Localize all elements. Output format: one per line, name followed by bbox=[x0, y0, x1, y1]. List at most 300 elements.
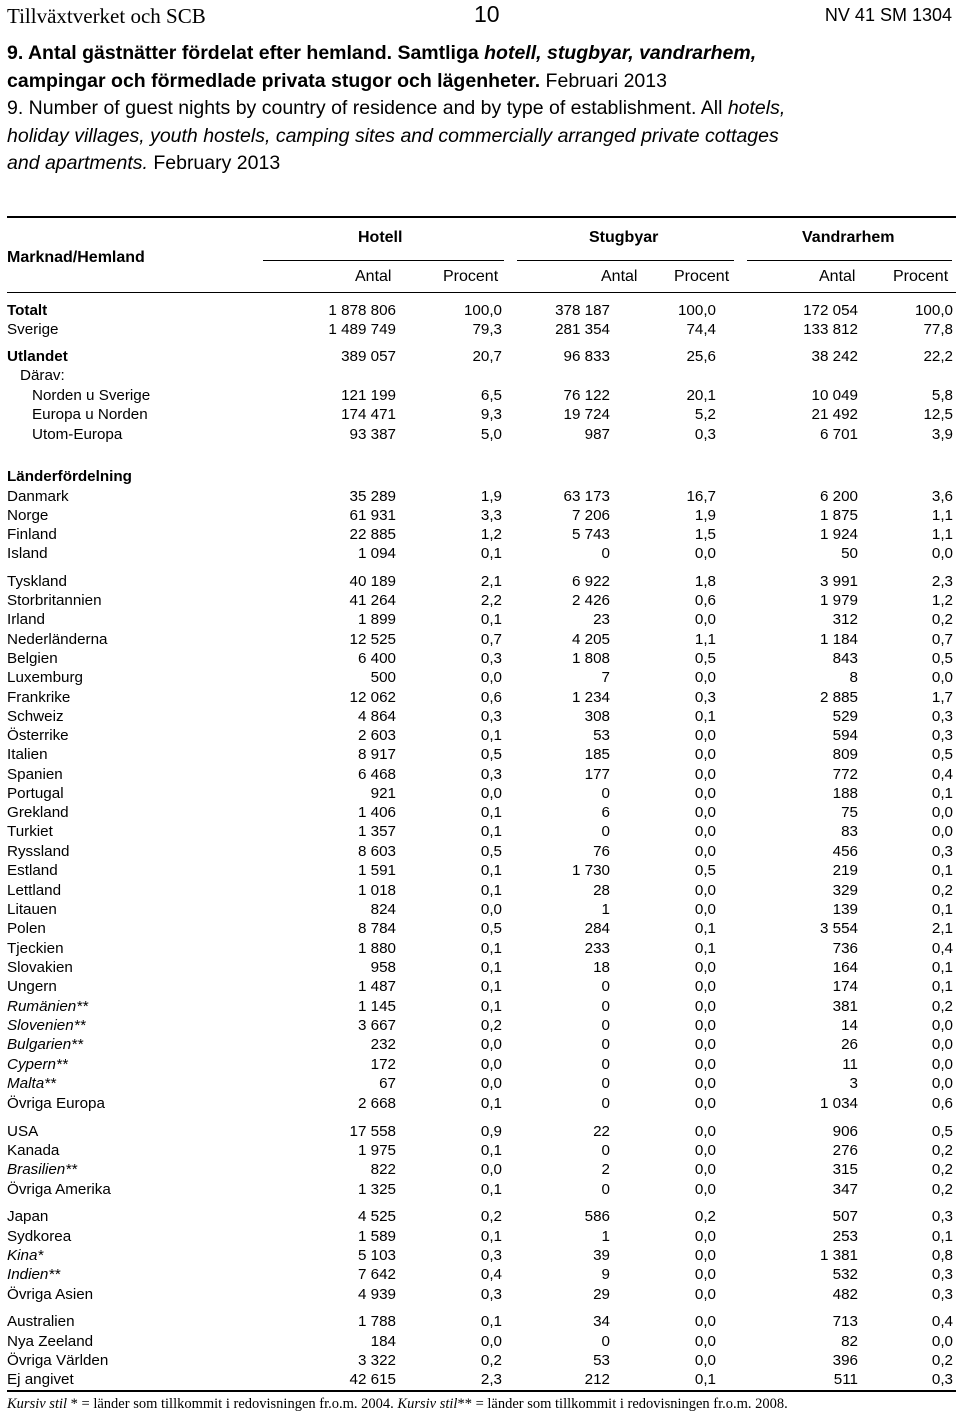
cell-antal: 0 bbox=[601, 1036, 610, 1053]
subheader-stugbyar-antal: Antal bbox=[601, 268, 638, 285]
cell-procent: 16,7 bbox=[686, 488, 716, 505]
table-row bbox=[7, 1333, 953, 1352]
cell-procent: 0,3 bbox=[931, 1208, 953, 1225]
cell-antal: 18 bbox=[593, 959, 610, 976]
cell-antal: 1 234 bbox=[571, 689, 610, 706]
cell-procent: 0,8 bbox=[931, 1247, 953, 1264]
cell-antal: 772 bbox=[832, 766, 858, 783]
table-row bbox=[7, 1142, 953, 1161]
cell-antal: 3 bbox=[849, 1075, 858, 1092]
cell-procent: 0,2 bbox=[931, 1352, 953, 1369]
cell-procent: 0,1 bbox=[480, 804, 502, 821]
cell-procent: 0,4 bbox=[931, 1313, 953, 1330]
cell-antal: 1 975 bbox=[357, 1142, 396, 1159]
cell-procent: 100,0 bbox=[914, 302, 953, 319]
cell-procent: 0,7 bbox=[480, 631, 502, 648]
cell-antal: 4 864 bbox=[357, 708, 396, 725]
cell-antal: 233 bbox=[584, 940, 610, 957]
row-label: Ej angivet bbox=[7, 1371, 74, 1388]
table-row bbox=[7, 507, 953, 526]
cell-procent: 0,3 bbox=[694, 426, 716, 443]
cell-procent: 0,1 bbox=[931, 978, 953, 995]
cell-procent: 0,1 bbox=[694, 1371, 716, 1388]
cell-antal: 713 bbox=[832, 1313, 858, 1330]
cell-procent: 100,0 bbox=[677, 302, 716, 319]
row-label: Malta** bbox=[7, 1075, 56, 1092]
cell-antal: 50 bbox=[841, 545, 858, 562]
cell-procent: 22,2 bbox=[923, 348, 953, 365]
row-label: Danmark bbox=[7, 488, 69, 505]
cell-antal: 809 bbox=[832, 746, 858, 763]
cell-procent: 0,0 bbox=[694, 766, 716, 783]
row-label: Storbritannien bbox=[7, 592, 102, 609]
title-swedish-line-2: campingar och förmedlade privata stugor och lägenheter. Februari 2013 bbox=[7, 69, 667, 92]
table-row bbox=[7, 785, 953, 804]
table-row bbox=[7, 998, 953, 1017]
cell-antal: 35 289 bbox=[349, 488, 396, 505]
cell-procent: 20,7 bbox=[472, 348, 502, 365]
series-code: NV 41 SM 1304 bbox=[824, 5, 952, 25]
cell-procent: 0,1 bbox=[694, 920, 716, 937]
row-label: Cypern** bbox=[7, 1056, 68, 1073]
cell-antal: 184 bbox=[370, 1333, 396, 1350]
cell-antal: 482 bbox=[832, 1286, 858, 1303]
cell-procent: 1,8 bbox=[694, 573, 716, 590]
cell-procent: 5,8 bbox=[931, 387, 953, 404]
row-label: Norge bbox=[7, 507, 49, 524]
page-number: 10 bbox=[474, 1, 500, 27]
cell-procent: 2,2 bbox=[480, 592, 502, 609]
table-row bbox=[7, 592, 953, 611]
cell-antal: 28 bbox=[593, 882, 610, 899]
cell-antal: 312 bbox=[832, 611, 858, 628]
cell-antal: 378 187 bbox=[555, 302, 610, 319]
cell-antal: 3 554 bbox=[819, 920, 858, 937]
table-row bbox=[7, 1286, 953, 1305]
table-row bbox=[7, 823, 953, 842]
cell-procent: 0,0 bbox=[694, 1075, 716, 1092]
group-rule-vandrarhem bbox=[747, 260, 952, 261]
cell-antal: 232 bbox=[370, 1036, 396, 1053]
cell-procent: 0,0 bbox=[931, 1036, 953, 1053]
table-row bbox=[7, 1266, 953, 1285]
cell-antal: 2 885 bbox=[819, 689, 858, 706]
cell-procent: 0,0 bbox=[480, 1075, 502, 1092]
cell-antal: 2 bbox=[601, 1161, 610, 1178]
cell-procent: 0,0 bbox=[694, 611, 716, 628]
cell-procent: 0,1 bbox=[931, 785, 953, 802]
cell-procent: 0,3 bbox=[931, 708, 953, 725]
cell-procent: 0,1 bbox=[480, 727, 502, 744]
cell-antal: 41 264 bbox=[349, 592, 396, 609]
cell-procent: 0,5 bbox=[694, 862, 716, 879]
cell-antal: 586 bbox=[584, 1208, 610, 1225]
cell-procent: 0,3 bbox=[931, 1371, 953, 1388]
cell-antal: 0 bbox=[601, 1142, 610, 1159]
cell-antal: 507 bbox=[832, 1208, 858, 1225]
cell-procent: 0,2 bbox=[931, 611, 953, 628]
cell-procent: 0,0 bbox=[480, 901, 502, 918]
cell-procent: 0,0 bbox=[931, 1056, 953, 1073]
row-label: Övriga Amerika bbox=[7, 1181, 111, 1198]
cell-procent: 0,1 bbox=[480, 545, 502, 562]
cell-antal: 23 bbox=[593, 611, 610, 628]
cell-antal: 1 bbox=[601, 1228, 610, 1245]
table-row bbox=[7, 650, 953, 669]
cell-procent: 0,0 bbox=[694, 823, 716, 840]
cell-procent: 0,0 bbox=[694, 545, 716, 562]
cell-procent: 1,1 bbox=[931, 526, 953, 543]
row-label: Brasilien** bbox=[7, 1161, 78, 1178]
cell-procent: 0,1 bbox=[480, 1313, 502, 1330]
cell-procent: 77,8 bbox=[923, 321, 953, 338]
cell-antal: 381 bbox=[832, 998, 858, 1015]
cell-antal: 921 bbox=[370, 785, 396, 802]
row-label: Italien bbox=[7, 746, 48, 763]
row-label: Övriga Europa bbox=[7, 1095, 105, 1112]
cell-procent: 0,2 bbox=[931, 1161, 953, 1178]
cell-antal: 133 812 bbox=[803, 321, 858, 338]
cell-antal: 0 bbox=[601, 823, 610, 840]
table-row bbox=[7, 1181, 953, 1200]
cell-procent: 0,3 bbox=[931, 1266, 953, 1283]
cell-procent: 1,1 bbox=[694, 631, 716, 648]
stub-header: Marknad/Hemland bbox=[7, 249, 145, 266]
cell-procent: 0,1 bbox=[480, 1228, 502, 1245]
cell-antal: 987 bbox=[584, 426, 610, 443]
table-row bbox=[7, 978, 953, 997]
cell-procent: 25,6 bbox=[686, 348, 716, 365]
cell-antal: 1 899 bbox=[357, 611, 396, 628]
cell-antal: 0 bbox=[601, 978, 610, 995]
cell-procent: 0,4 bbox=[931, 766, 953, 783]
cell-antal: 7 206 bbox=[571, 507, 610, 524]
cell-antal: 1 094 bbox=[357, 545, 396, 562]
cell-antal: 2 668 bbox=[357, 1095, 396, 1112]
subheader-vandrarhem-antal: Antal bbox=[819, 268, 856, 285]
cell-antal: 63 173 bbox=[563, 488, 610, 505]
cell-antal: 139 bbox=[832, 901, 858, 918]
table-row bbox=[7, 959, 953, 978]
cell-antal: 38 242 bbox=[811, 348, 858, 365]
table-bottom-rule bbox=[7, 1390, 956, 1392]
cell-antal: 3 991 bbox=[819, 573, 858, 590]
cell-antal: 0 bbox=[601, 785, 610, 802]
table-row bbox=[7, 882, 953, 901]
table-row bbox=[7, 526, 953, 545]
cell-antal: 1 875 bbox=[819, 507, 858, 524]
cell-antal: 1 357 bbox=[357, 823, 396, 840]
table-row bbox=[7, 348, 953, 367]
cell-procent: 0,1 bbox=[480, 882, 502, 899]
table-row bbox=[7, 468, 953, 487]
table-row bbox=[7, 766, 953, 785]
table-row bbox=[7, 1036, 953, 1055]
cell-procent: 0,4 bbox=[931, 940, 953, 957]
table-row bbox=[7, 1056, 953, 1075]
cell-procent: 0,0 bbox=[694, 998, 716, 1015]
subheader-stugbyar-procent: Procent bbox=[674, 268, 730, 285]
cell-procent: 0,3 bbox=[480, 650, 502, 667]
cell-antal: 396 bbox=[832, 1352, 858, 1369]
cell-procent: 0,0 bbox=[694, 1333, 716, 1350]
cell-procent: 0,2 bbox=[931, 882, 953, 899]
cell-procent: 1,5 bbox=[694, 526, 716, 543]
page-header bbox=[0, 0, 960, 30]
cell-antal: 82 bbox=[841, 1333, 858, 1350]
row-label: Därav: bbox=[20, 367, 65, 384]
table-row bbox=[7, 1313, 953, 1332]
cell-procent: 3,9 bbox=[931, 426, 953, 443]
cell-antal: 3 667 bbox=[357, 1017, 396, 1034]
row-label: Schweiz bbox=[7, 708, 64, 725]
cell-procent: 0,0 bbox=[694, 1123, 716, 1140]
row-label: Utom-Europa bbox=[32, 426, 123, 443]
group-rule-hotell bbox=[263, 260, 504, 261]
title-swedish-line-1: 9. Antal gästnätter fördelat efter hemland. Samtliga hotell, stugbyar, vandrarhem, bbox=[7, 42, 757, 64]
cell-procent: 0,3 bbox=[694, 689, 716, 706]
title-english-line-1: 9. Number of guest nights by country of residence and by type of establishment. All hotels, bbox=[7, 97, 786, 119]
cell-procent: 0,0 bbox=[480, 785, 502, 802]
row-label: Tyskland bbox=[7, 573, 67, 590]
cell-antal: 19 724 bbox=[563, 406, 610, 423]
cell-procent: 0,2 bbox=[480, 1352, 502, 1369]
cell-antal: 12 062 bbox=[349, 689, 396, 706]
title-english-line-2: holiday villages, youth hostels, camping sites and commercially arranged private cottages bbox=[7, 124, 779, 147]
cell-antal: 219 bbox=[832, 862, 858, 879]
cell-antal: 1 979 bbox=[819, 592, 858, 609]
cell-procent: 2,1 bbox=[480, 573, 502, 590]
row-label: Australien bbox=[7, 1313, 75, 1330]
cell-procent: 0,4 bbox=[480, 1266, 502, 1283]
cell-antal: 185 bbox=[584, 746, 610, 763]
row-label: Nya Zeeland bbox=[7, 1333, 94, 1350]
cell-procent: 0,0 bbox=[694, 1266, 716, 1283]
subheader-hotell-procent: Procent bbox=[443, 268, 499, 285]
cell-procent: 0,1 bbox=[694, 708, 716, 725]
cell-procent: 0,0 bbox=[694, 882, 716, 899]
cell-antal: 281 354 bbox=[555, 321, 610, 338]
cell-procent: 0,1 bbox=[931, 901, 953, 918]
table-row bbox=[7, 1095, 953, 1114]
row-label: Lettland bbox=[7, 882, 62, 899]
cell-antal: 958 bbox=[370, 959, 396, 976]
cell-antal: 0 bbox=[601, 1181, 610, 1198]
table-row bbox=[7, 669, 953, 688]
row-label: Ungern bbox=[7, 978, 57, 995]
cell-procent: 0,9 bbox=[480, 1123, 502, 1140]
cell-antal: 10 049 bbox=[811, 387, 858, 404]
cell-antal: 0 bbox=[601, 1017, 610, 1034]
row-label: Spanien bbox=[7, 766, 63, 783]
cell-procent: 1,2 bbox=[931, 592, 953, 609]
cell-antal: 1 406 bbox=[357, 804, 396, 821]
cell-antal: 1 325 bbox=[357, 1181, 396, 1198]
cell-procent: 0,6 bbox=[694, 592, 716, 609]
group-rule-stugbyar bbox=[517, 260, 734, 261]
table-row bbox=[7, 545, 953, 564]
cell-procent: 0,0 bbox=[694, 1017, 716, 1034]
cell-antal: 822 bbox=[370, 1161, 396, 1178]
table-row bbox=[7, 708, 953, 727]
cell-procent: 0,3 bbox=[931, 843, 953, 860]
cell-procent: 0,0 bbox=[931, 804, 953, 821]
cell-procent: 0,1 bbox=[931, 862, 953, 879]
cell-procent: 0,0 bbox=[694, 1313, 716, 1330]
cell-antal: 1 880 bbox=[357, 940, 396, 957]
cell-antal: 8 603 bbox=[357, 843, 396, 860]
cell-antal: 2 426 bbox=[571, 592, 610, 609]
cell-antal: 1 bbox=[601, 901, 610, 918]
cell-antal: 212 bbox=[584, 1371, 610, 1388]
cell-antal: 96 833 bbox=[563, 348, 610, 365]
table-row bbox=[7, 1208, 953, 1227]
table-row bbox=[7, 611, 953, 630]
table-row bbox=[7, 406, 953, 425]
cell-procent: 2,3 bbox=[931, 573, 953, 590]
cell-antal: 3 322 bbox=[357, 1352, 396, 1369]
cell-procent: 0,1 bbox=[931, 959, 953, 976]
table-row bbox=[7, 746, 953, 765]
row-label: Japan bbox=[7, 1208, 49, 1225]
cell-antal: 1 730 bbox=[571, 862, 610, 879]
cell-antal: 1 591 bbox=[357, 862, 396, 879]
cell-antal: 1 145 bbox=[357, 998, 396, 1015]
cell-procent: 0,0 bbox=[931, 1333, 953, 1350]
cell-procent: 0,0 bbox=[480, 1333, 502, 1350]
cell-antal: 75 bbox=[841, 804, 858, 821]
cell-antal: 1 034 bbox=[819, 1095, 858, 1112]
cell-antal: 529 bbox=[832, 708, 858, 725]
row-label: Länderfördelning bbox=[7, 468, 132, 485]
cell-antal: 8 917 bbox=[357, 746, 396, 763]
cell-procent: 0,1 bbox=[480, 862, 502, 879]
cell-procent: 0,0 bbox=[931, 669, 953, 686]
table-row bbox=[7, 302, 953, 321]
cell-antal: 532 bbox=[832, 1266, 858, 1283]
cell-procent: 0,2 bbox=[694, 1208, 716, 1225]
cell-procent: 0,0 bbox=[694, 901, 716, 918]
cell-antal: 12 525 bbox=[349, 631, 396, 648]
cell-antal: 0 bbox=[601, 545, 610, 562]
cell-procent: 5,2 bbox=[694, 406, 716, 423]
cell-procent: 0,0 bbox=[694, 1095, 716, 1112]
cell-procent: 0,5 bbox=[931, 650, 953, 667]
cell-procent: 0,3 bbox=[480, 708, 502, 725]
row-label: Totalt bbox=[7, 302, 48, 319]
cell-procent: 0,2 bbox=[931, 998, 953, 1015]
cell-antal: 0 bbox=[601, 1056, 610, 1073]
cell-antal: 188 bbox=[832, 785, 858, 802]
cell-antal: 6 468 bbox=[357, 766, 396, 783]
cell-antal: 6 200 bbox=[819, 488, 858, 505]
table-row bbox=[7, 920, 953, 939]
row-label: USA bbox=[7, 1123, 39, 1140]
cell-procent: 0,0 bbox=[480, 1036, 502, 1053]
cell-antal: 1 924 bbox=[819, 526, 858, 543]
table-row bbox=[7, 367, 953, 386]
footnote: Kursiv stil * = länder som tillkommit i redovisningen fr.o.m. 2004. Kursiv stil** = länder som tillkommit i redovisningen fr.o.m. 2008. bbox=[7, 1396, 788, 1412]
cell-procent: 0,2 bbox=[931, 1142, 953, 1159]
table-row bbox=[7, 1161, 953, 1180]
cell-procent: 0,0 bbox=[694, 1181, 716, 1198]
cell-procent: 0,1 bbox=[480, 611, 502, 628]
cell-procent: 2,3 bbox=[480, 1371, 502, 1388]
cell-antal: 253 bbox=[832, 1228, 858, 1245]
cell-antal: 9 bbox=[601, 1266, 610, 1283]
cell-antal: 76 bbox=[593, 843, 610, 860]
cell-procent: 0,3 bbox=[480, 1247, 502, 1264]
table-row bbox=[7, 901, 953, 920]
row-label: Estland bbox=[7, 862, 58, 879]
cell-procent: 79,3 bbox=[472, 321, 502, 338]
cell-procent: 0,1 bbox=[480, 940, 502, 957]
cell-procent: 3,3 bbox=[480, 507, 502, 524]
cell-antal: 17 558 bbox=[349, 1123, 396, 1140]
cell-procent: 0,1 bbox=[480, 959, 502, 976]
cell-antal: 42 615 bbox=[349, 1371, 396, 1388]
cell-antal: 22 bbox=[593, 1123, 610, 1140]
row-label: Polen bbox=[7, 920, 46, 937]
cell-antal: 1 487 bbox=[357, 978, 396, 995]
cell-antal: 174 471 bbox=[341, 406, 396, 423]
table-row bbox=[7, 1075, 953, 1094]
cell-antal: 4 205 bbox=[571, 631, 610, 648]
cell-antal: 26 bbox=[841, 1036, 858, 1053]
cell-antal: 174 bbox=[832, 978, 858, 995]
cell-antal: 594 bbox=[832, 727, 858, 744]
subheader-vandrarhem-procent: Procent bbox=[893, 268, 949, 285]
table-row bbox=[7, 321, 953, 340]
row-label: Belgien bbox=[7, 650, 58, 667]
row-label: Grekland bbox=[7, 804, 69, 821]
cell-procent: 0,5 bbox=[694, 650, 716, 667]
cell-antal: 53 bbox=[593, 727, 610, 744]
cell-procent: 0,3 bbox=[931, 1286, 953, 1303]
group-header-hotell: Hotell bbox=[358, 229, 403, 246]
cell-procent: 0,0 bbox=[694, 978, 716, 995]
cell-procent: 0,3 bbox=[480, 766, 502, 783]
cell-procent: 0,0 bbox=[931, 1075, 953, 1092]
cell-antal: 29 bbox=[593, 1286, 610, 1303]
cell-procent: 0,0 bbox=[694, 727, 716, 744]
cell-procent: 0,0 bbox=[694, 959, 716, 976]
cell-procent: 20,1 bbox=[686, 387, 716, 404]
cell-procent: 1,9 bbox=[694, 507, 716, 524]
cell-antal: 83 bbox=[841, 823, 858, 840]
cell-antal: 6 922 bbox=[571, 573, 610, 590]
cell-antal: 5 103 bbox=[357, 1247, 396, 1264]
cell-antal: 843 bbox=[832, 650, 858, 667]
cell-antal: 6 701 bbox=[819, 426, 858, 443]
row-label: Utlandet bbox=[7, 348, 68, 365]
row-label: Indien** bbox=[7, 1266, 61, 1283]
cell-procent: 0,6 bbox=[931, 1095, 953, 1112]
cell-procent: 0,1 bbox=[480, 1142, 502, 1159]
cell-procent: 12,5 bbox=[923, 406, 953, 423]
cell-procent: 0,1 bbox=[480, 1095, 502, 1112]
cell-procent: 0,1 bbox=[694, 940, 716, 957]
row-label: Frankrike bbox=[7, 689, 71, 706]
cell-antal: 2 603 bbox=[357, 727, 396, 744]
title-english-line-3: and apartments. February 2013 bbox=[7, 152, 281, 174]
table-row bbox=[7, 689, 953, 708]
cell-procent: 0,0 bbox=[694, 1036, 716, 1053]
cell-procent: 0,0 bbox=[694, 804, 716, 821]
row-label: Europa u Norden bbox=[32, 406, 148, 423]
table-row bbox=[7, 862, 953, 881]
cell-antal: 39 bbox=[593, 1247, 610, 1264]
